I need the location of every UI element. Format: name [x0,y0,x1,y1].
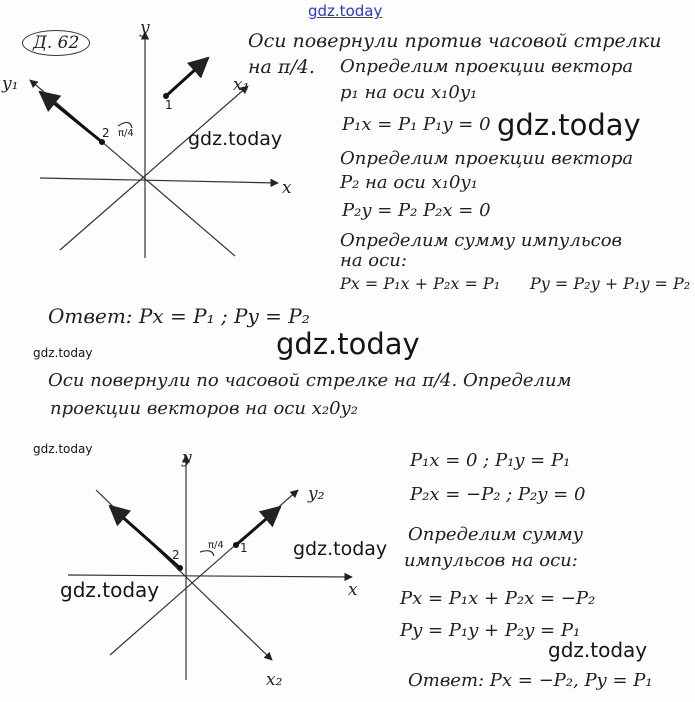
part1-answer: Ответ: Px = P₁ ; Py = P₂ [48,304,310,328]
diagram1-label-x1: x₁ [233,75,250,95]
diagram2-label-x2: x₂ [266,670,283,690]
part2-eq-1: P₁x = 0 ; P₁y = P₁ [410,450,571,471]
part1-sum-eq-x: Px = P₁x + P₂x = P₁ [340,274,501,293]
part2-intro-line2: проекции векторов на оси x₂0y₂ [50,398,358,419]
diagram-2-vectors [110,506,280,568]
diagram2-label-y: y [182,448,192,468]
part2-sum-heading-line1: Определим сумму [408,524,584,545]
watermark-top: gdz.today [308,2,383,20]
problem-number: Д. 62 [22,30,90,56]
diagram1-label-2: 2 [102,126,110,140]
diagram1-label-x: x [282,178,292,198]
part2-eq-2: P₂x = −P₂ ; P₂y = 0 [410,484,586,505]
part1-sum-heading-line1: Определим сумму импульсов [340,230,623,251]
part1-p1-heading-line2: p₁ на оси x₁0y₁ [340,82,478,103]
part1-p2-equation: P₂y = P₂ P₂x = 0 [342,200,491,221]
part1-p2-heading-line2: P₂ на оси x₁0y₁ [340,172,478,193]
part1-intro-line1: Оси повернули против часовой стрелки [248,30,662,52]
diagram2-label-2: 2 [172,548,180,562]
part1-intro-line2: на π/4. [248,56,315,78]
vector-p1 [166,58,208,96]
watermark: gdz.today [548,638,648,662]
part2-sum-eq-x: Px = P₁x + P₂x = −P₂ [400,588,596,609]
part1-p2-heading-line1: Определим проекции вектора [340,148,634,169]
diagram2-label-y2: y₂ [308,484,325,504]
part1-p1-equation: P₁x = P₁ P₁y = 0 [342,114,491,135]
vector-p2 [110,506,180,568]
part1-sum-heading-line2: на оси: [340,250,407,271]
axis-y1 [30,80,235,256]
point-2 [177,565,183,571]
part2-sum-heading-line2: импульсов на оси: [404,550,578,571]
diagram2-label-angle: π/4 [208,540,224,551]
vector-p1 [236,507,280,545]
part1-sum-eq-y: Py = P₂y + P₁y = P₂ [530,274,691,293]
diagram1-label-angle: π/4 [118,128,134,139]
part1-p1-heading-line1: Определим проекции вектора [340,56,634,77]
angle-arc [200,551,214,556]
axis-x1 [60,86,248,250]
axis-x [68,575,352,577]
watermark: gdz.today [276,327,420,361]
point-1 [233,542,239,548]
watermark: gdz.today [188,128,283,150]
watermark: gdz.today [293,538,388,560]
axis-x [40,178,278,183]
watermark: gdz.today [497,108,641,142]
diagram2-label-x: x [348,580,358,600]
watermark: gdz.today [33,346,93,360]
diagram2-label-1: 1 [240,541,248,555]
diagram1-label-1: 1 [165,98,173,112]
part2-answer: Ответ: Px = −P₂, Py = P₁ [408,670,653,691]
watermark: gdz.today [33,442,93,456]
part2-sum-eq-y: Py = P₁y + P₂y = P₁ [400,620,581,641]
diagram1-label-y1: y₁ [2,74,19,94]
vector-p2 [40,92,102,142]
diagram1-label-y: y [140,18,150,38]
watermark: gdz.today [60,578,160,602]
part2-intro-line1: Оси повернули по часовой стрелке на π/4. Определим [48,370,572,391]
